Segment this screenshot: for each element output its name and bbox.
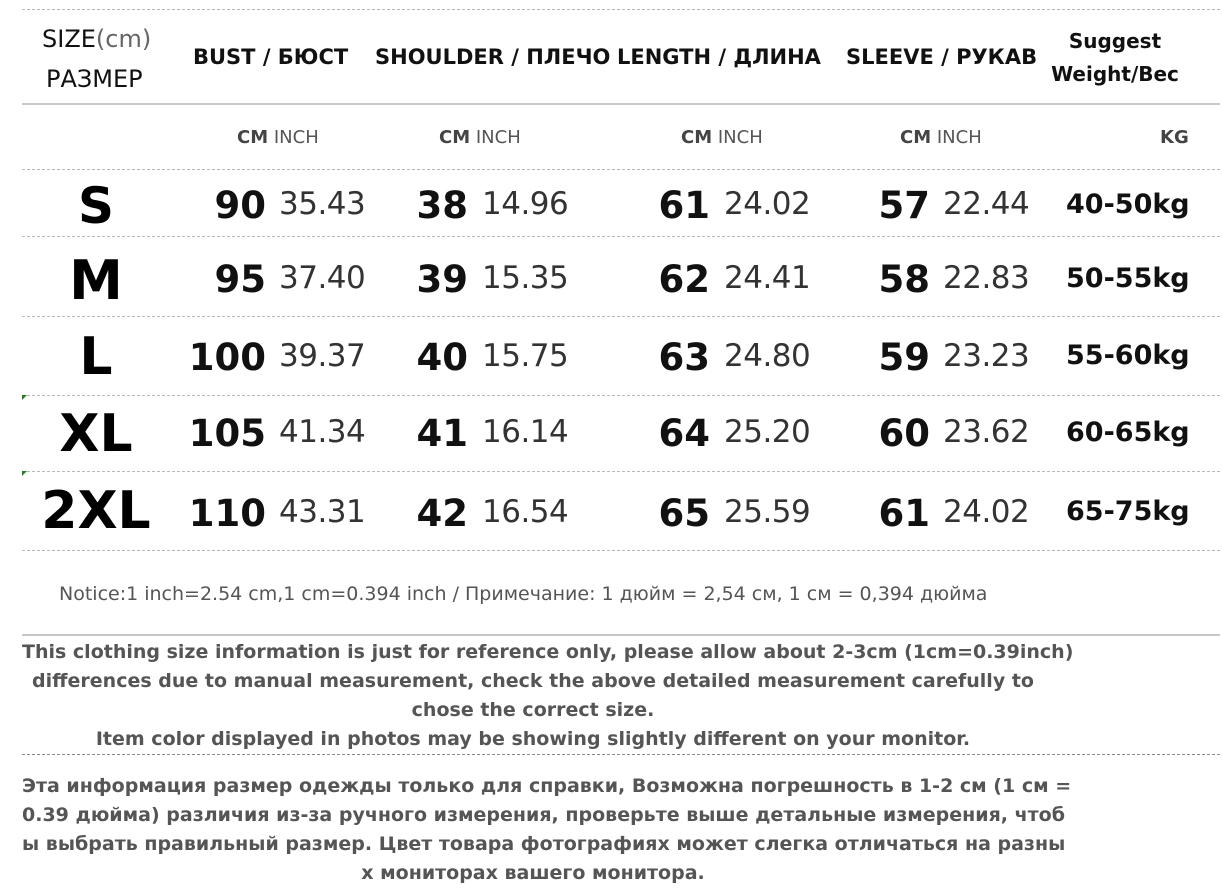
bust-cm: 90 [214, 184, 266, 227]
row-marker [22, 395, 27, 400]
disclaimer-en-line: differences due to manual measurement, check the above detailed measurement carefully to [32, 670, 1034, 692]
bust-inch: 41.34 [279, 414, 366, 450]
unit-inch: INCH [717, 127, 763, 148]
sleeve-cm: 57 [878, 184, 930, 227]
header-sleeve: SLEEVE / РУКАВ [846, 45, 1038, 69]
size-label: M [69, 249, 123, 312]
shoulder-inch: 16.54 [482, 494, 569, 530]
shoulder-cm: 40 [416, 336, 468, 379]
size-label: L [79, 327, 113, 387]
length-cm: 64 [658, 412, 710, 455]
weight-value: 40-50kg [1066, 189, 1190, 220]
shoulder-inch: 14.96 [482, 186, 569, 222]
shoulder-cm: 42 [416, 492, 468, 535]
shoulder-inch: 15.35 [482, 260, 569, 296]
header-weight [1040, 25, 1190, 91]
header-divider [22, 103, 1220, 105]
unit-inch: INCH [475, 127, 521, 148]
size-title [42, 27, 151, 51]
notice-divider [22, 634, 1220, 636]
bust-cm: 105 [188, 412, 266, 455]
units-divider [22, 169, 1220, 170]
units-weight [1160, 129, 1189, 147]
sleeve-inch: 23.23 [943, 338, 1030, 374]
length-inch: 24.80 [724, 338, 811, 374]
header-weight-line1: Suggest [1068, 29, 1162, 53]
header-bust: BUST / БЮСТ [193, 45, 349, 69]
weight-value: 55-60kg [1066, 340, 1190, 371]
size-unit: (cm) [95, 25, 152, 53]
weight-value: 50-55kg [1066, 263, 1190, 294]
bust-cm: 110 [188, 492, 266, 535]
disclaimer-ru-line: Эта информация размер одежды только для справки, Возможна погрешность в 1-2 см (1 см = [22, 775, 1072, 797]
unit-cm: CM [237, 127, 269, 148]
size-title-ru: РАЗМЕР [46, 65, 143, 93]
sleeve-inch: 23.62 [943, 414, 1030, 450]
size-title-text: SIZE [42, 25, 96, 53]
disclaimer-ru-line: х мониторах вашего монитора. [361, 862, 705, 884]
bust-inch: 43.31 [279, 494, 366, 530]
length-inch: 25.20 [724, 414, 811, 450]
header-weight-line2: Weight/Вес [1051, 62, 1179, 86]
bust-inch: 37.40 [279, 260, 366, 296]
disclaimer-en [22, 638, 1074, 754]
bust-inch: 39.37 [279, 338, 366, 374]
shoulder-cm: 41 [416, 412, 468, 455]
length-inch: 25.59 [724, 494, 811, 530]
shoulder-inch: 15.75 [482, 338, 569, 374]
disclaimer-en-line: Item color displayed in photos may be showing slightly different on your monitor. [95, 728, 971, 750]
row-divider [22, 395, 1220, 396]
units-bust [237, 129, 319, 147]
sleeve-inch: 24.02 [943, 494, 1030, 530]
length-cm: 62 [658, 258, 710, 301]
unit-cm: CM [900, 127, 932, 148]
row-divider [22, 471, 1220, 472]
unit-cm: CM [681, 127, 713, 148]
row-divider [22, 316, 1220, 317]
weight-value: 65-75kg [1066, 496, 1190, 527]
units-shoulder [439, 129, 521, 147]
shoulder-inch: 16.14 [482, 414, 569, 450]
disclaimer-ru-line: ы выбрать правильный размер. Цвет товара фотографиях может слегка отличаться на разны [22, 833, 1066, 855]
sleeve-cm: 61 [878, 492, 930, 535]
top-divider [22, 9, 1220, 10]
disclaimer-ru [22, 772, 1072, 888]
conversion-notice: Notice:1 inch=2.54 cm,1 cm=0.394 inch / Примечание: 1 дюйм = 2,54 см, 1 см = 0,394 дюйма [59, 583, 988, 605]
bust-inch: 35.43 [279, 186, 366, 222]
sleeve-inch: 22.44 [943, 186, 1030, 222]
length-cm: 63 [658, 336, 710, 379]
sleeve-cm: 60 [878, 412, 930, 455]
length-inch: 24.02 [724, 186, 811, 222]
length-inch: 24.41 [724, 260, 811, 296]
bust-cm: 95 [214, 258, 266, 301]
table-bottom-divider [22, 550, 1220, 551]
disclaimer-en-line: This clothing size information is just for reference only, please allow about 2-3cm (1cm=0.39inch) [22, 641, 1074, 663]
header-shoulder: SHOULDER / ПЛЕЧО [375, 45, 611, 69]
disclaimer-en-line: chose the correct size. [411, 699, 655, 721]
unit-inch: INCH [273, 127, 319, 148]
size-label: XL [59, 404, 133, 464]
size-label: S [77, 177, 114, 235]
unit-cm: CM [439, 127, 471, 148]
unit-kg: KG [1160, 127, 1189, 148]
shoulder-cm: 38 [416, 184, 468, 227]
sleeve-cm: 59 [878, 336, 930, 379]
sleeve-cm: 58 [878, 258, 930, 301]
units-sleeve [900, 129, 982, 147]
size-label: 2XL [41, 481, 151, 541]
length-cm: 61 [658, 184, 710, 227]
disclaimer-ru-line: 0.39 дюйма) различия из-за ручного измерения, проверьте выше детальные измерения, чтоб [22, 804, 1065, 826]
length-cm: 65 [658, 492, 710, 535]
weight-value: 60-65kg [1066, 417, 1190, 448]
shoulder-cm: 39 [416, 258, 468, 301]
unit-inch: INCH [936, 127, 982, 148]
sleeve-inch: 22.83 [943, 260, 1030, 296]
bust-cm: 100 [188, 336, 266, 379]
header-length: LENGTH / ДЛИНА [617, 45, 821, 69]
disclaimer-divider [22, 754, 1220, 755]
row-divider [22, 236, 1220, 237]
row-marker [22, 471, 27, 476]
units-length [681, 129, 763, 147]
